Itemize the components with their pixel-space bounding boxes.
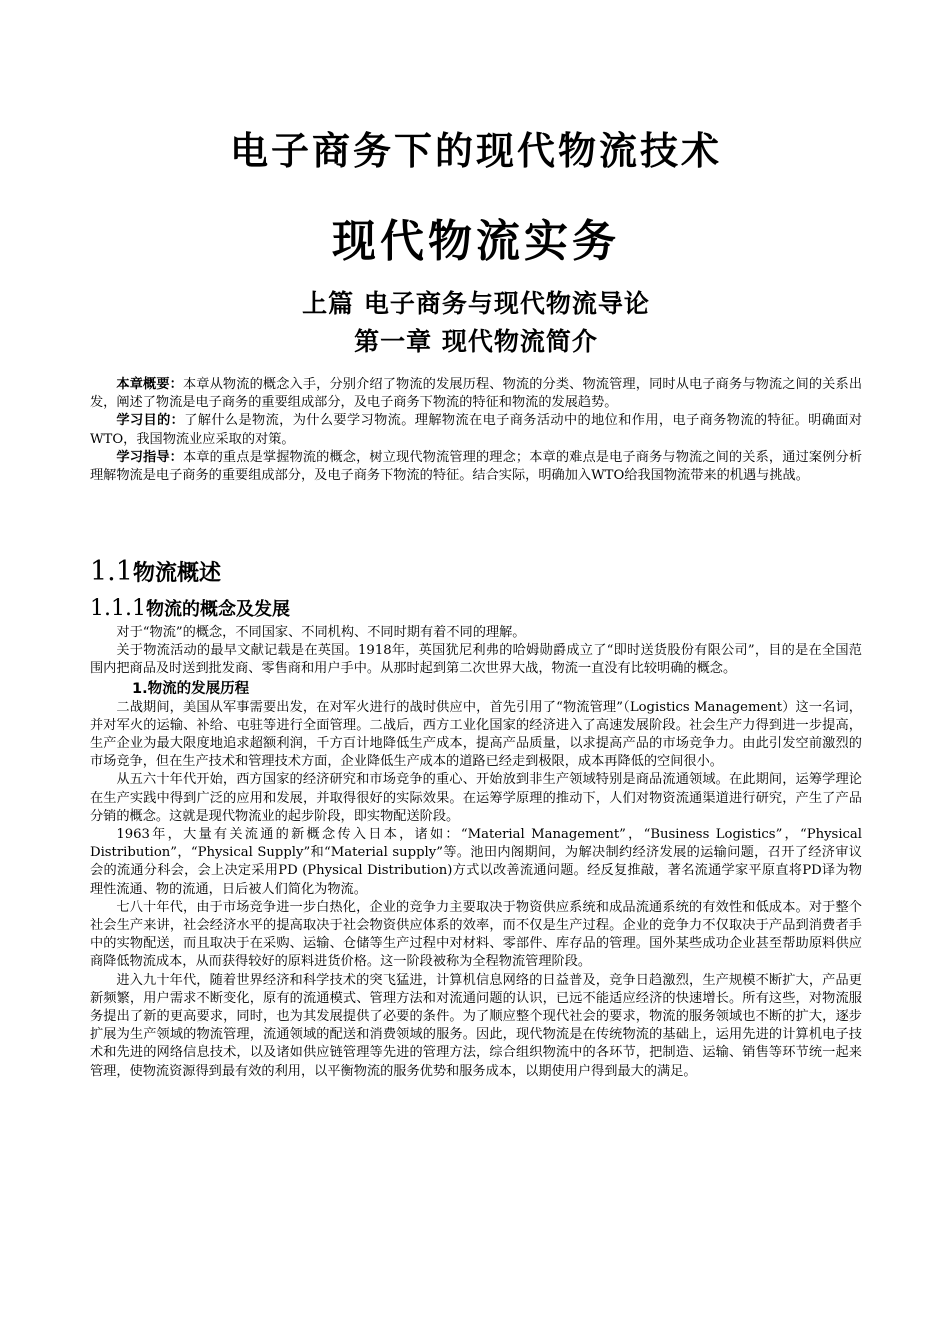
subsection-title: 物流的概念及发展 <box>145 599 290 620</box>
overview-label: 本章概要： <box>116 377 183 392</box>
body-paragraph-7: 进入九十年代，随着世界经济和科学技术的突飞猛进，计算机信息网络的日益普及，竞争日趋激烈，生产规模不断扩大，产品更新频繁，用户需求不断变化，原有的流通模式、管理方法和对流通问题的认识，已远不能适应经济的快速增长。所有这些，对物流服务提出了新的更高要求，同时，也为其发展提供了必要的条件。为了顺应整个现代社会的要求，物流的服务领域也不断的扩大，逐步扩展为生产领域的物流管理，流通领域的配送和消费领域的服务。因此，现代物流是在传统物流的基础上，运用先进的计算机电子技术和先进的网络信息技术，以及诸如供应链管理等先进的管理方法，综合组织物流中的各环节，把制造、运输、销售等环节统一起来管理，使物流资源得到最有效的利用，以平衡物流的服务优势和服务成本，以期使用户得到最大的满足。 <box>90 972 862 1079</box>
guide-text: 本章的重点是掌握物流的概念，树立现代物流管理的理念；本章的难点是电子商务与物流之间的关系，通过案例分析理解物流是电子商务的重要组成部分，及电子商务下物流的特征。结合实际，明确加入WTO给我国物流带来的机遇与挑战。 <box>90 449 863 484</box>
section-number: 1.1 <box>90 556 133 587</box>
section-body <box>90 624 862 1081</box>
chapter-title: 第一章 现代物流简介 <box>354 327 598 356</box>
body-paragraph-6: 七八十年代，由于市场竞争进一步白热化，企业的竞争力主要取决于物资供应系统和成品流通系统的有效性和低成本。对于整个社会生产来讲，社会经济水平的提高取决于社会物资供应体系的效率，而不仅是生产过程。企业的竞争力不仅取决于产品到消费者手中的实物配送，而且取决于在采购、运输、仓储等生产过程中对材料、零部件、库存品的管理。国外某些成功企业甚至帮助原料供应商降低物流成本，从而获得较好的原料进货价格。这一阶段被称为全程物流管理阶段。 <box>90 899 862 970</box>
body-paragraph-4: 从五六十年代开始，西方国家的经济研究和市场竞争的重心、开始放到非生产领域特别是商品流通领域。在此期间，运筹学理论在生产实践中得到广泛的应用和发展，并取得很好的实际效果。在运筹学原理的推动下，人们对物资流通渠道进行研究，产生了产品分销的概念。这就是现代物流业的起步阶段，即实物配送阶段。 <box>90 772 862 824</box>
subheading-development: 1.物流的发展历程 <box>132 680 250 697</box>
guide-paragraph <box>90 449 862 485</box>
book-title: 现代物流实务 <box>332 216 620 267</box>
section-title: 物流概述 <box>132 561 221 586</box>
subsection-heading <box>90 595 290 624</box>
overview-text: 本章从物流的概念入手，分别介绍了物流的发展历程、物流的分类、物流管理，同时从电子商务与物流之间的关系出发，阐述了物流是电子商务的重要组成部分，及电子商务下物流的特征和物流的发展趋势。 <box>90 377 863 411</box>
goal-text: 了解什么是物流，为什么要学习物流。理解物流在电子商务活动中的地位和作用，电子商务物流的特征。明确面对WTO，我国物流业应采取的对策。 <box>90 413 863 447</box>
body-paragraph-5: 1963年，大量有关流通的新概念传入日本，诸如：“Material Management”，“Business Logistics”，“Physical Distribution”，“Physical Supply”和“Material supply”等。池田内阁期间，为解决制约经济发展的运输问题，召开了经济审议会的流通分科会，会上决定采用PD (Physical Distribution)方式以改善流通问题。经反复推敲，著名流通学家平原直将PD译为物理性流通、物的流通，日后被人们简化为物流。 <box>90 827 862 897</box>
section-heading <box>90 556 221 590</box>
goal-paragraph <box>90 412 862 448</box>
overview-paragraph <box>90 376 862 412</box>
main-title: 电子商务下的现代物流技术 <box>229 129 722 173</box>
body-paragraph-1: 对于“物流”的概念，不同国家、不同机构、不同时期有着不同的理解。 <box>116 625 526 640</box>
chapter-summary <box>90 376 862 485</box>
goal-label: 学习目的： <box>116 413 185 429</box>
subsection-number: 1.1.1 <box>90 596 146 621</box>
guide-label: 学习指导： <box>116 449 183 465</box>
body-paragraph-3: 二战期间，美国从军事需要出发，在对军火进行的战时供应中，首先引用了“物流管理”（Logistics Management）这一名词，并对军火的运输、补给、屯驻等进行全面管理。二战后，西方工业化国家的经济进入了高速发展阶段。社会生产力得到进一步提高，生产企业为最大限度地追求超额利润，千方百计地降低生产成本，提高产品质量，以求提高产品的市场竞争力。由此引发空前激烈的市场竞争，但在生产技术和管理技术方面，企业降低生产成本的道路已经走到极限，成本再降低的空间很小。 <box>90 699 862 770</box>
body-paragraph-2: 关于物流活动的最早文献记载是在英国。1918年，英国犹尼利弗的哈姆勋爵成立了“即时送货股份有限公司”，目的是在全国范围内把商品及时送到批发商、零售商和用户手中。从那时起到第二次世界大战，物流一直没有比较明确的概念。 <box>90 643 862 677</box>
part-title: 上篇 电子商务与现代物流导论 <box>302 289 650 318</box>
